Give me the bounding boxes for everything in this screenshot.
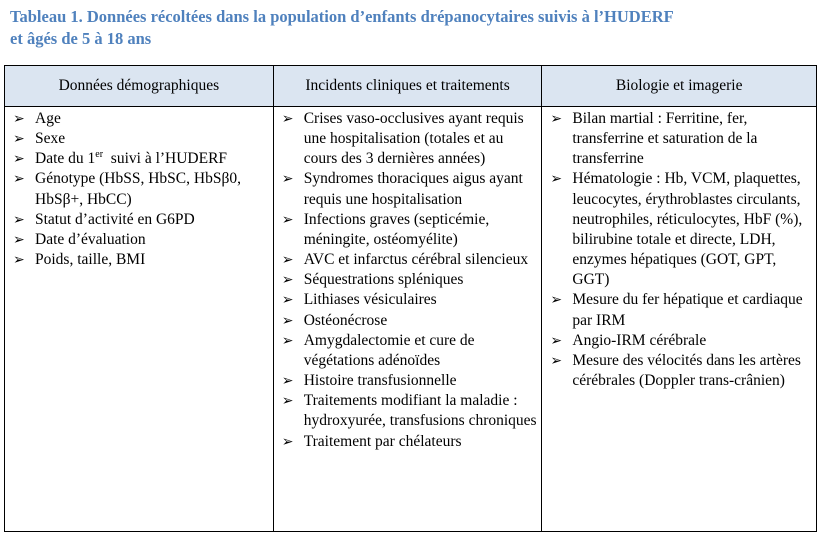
- list-item: ➢ Poids, taille, BMI: [5, 250, 273, 270]
- arrow-bullet-icon: ➢: [550, 171, 563, 188]
- header-biology: Biologie et imagerie: [542, 66, 817, 107]
- arrow-bullet-icon: ➢: [281, 373, 294, 390]
- arrow-bullet-icon: ➢: [281, 312, 294, 329]
- arrow-bullet-icon: ➢: [13, 231, 25, 248]
- arrow-bullet-icon: ➢: [13, 111, 25, 127]
- arrow-bullet-icon: ➢: [13, 171, 25, 188]
- caption-line-2: et âgés de 5 à 18 ans: [10, 29, 152, 48]
- clinical-list: [274, 109, 542, 452]
- demographics-list: [5, 109, 273, 270]
- arrow-bullet-icon: ➢: [281, 433, 294, 450]
- col-clinical: [273, 107, 542, 532]
- list-item: ➢ Statut d’activité en G6PD: [5, 210, 273, 230]
- arrow-bullet-icon: ➢: [281, 393, 294, 410]
- table-caption: [10, 6, 815, 50]
- list-item: ➢ Date du 1er suivi à l’HUDERF: [5, 149, 273, 169]
- list-item: ➢ Ostéonécrose: [274, 311, 542, 331]
- arrow-bullet-icon: ➢: [550, 111, 563, 127]
- list-item: ➢ AVC et infarctus cérébral silencieux: [274, 250, 542, 270]
- arrow-bullet-icon: ➢: [550, 352, 563, 369]
- header-demographics: Données démographiques: [5, 66, 274, 107]
- list-item: ➢ Infections graves (septicémie, méningite, ostéomyélite): [274, 210, 542, 250]
- list-item: ➢ Histoire transfusionnelle: [274, 371, 542, 391]
- col-demographics: [5, 107, 274, 532]
- arrow-bullet-icon: ➢: [13, 151, 25, 168]
- arrow-bullet-icon: ➢: [13, 252, 25, 269]
- arrow-bullet-icon: ➢: [281, 252, 294, 269]
- caption-line-1: Tableau 1. Données récoltées dans la population d’enfants drépanocytaires suivis à l’HUDERF: [10, 7, 674, 26]
- list-item: ➢ Date d’évaluation: [5, 230, 273, 250]
- list-item: ➢ Traitements modifiant la maladie : hydroxyurée, transfusions chroniques: [274, 391, 542, 431]
- arrow-bullet-icon: ➢: [13, 131, 25, 148]
- list-item: ➢ Syndromes thoraciques aigus ayant requis une hospitalisation: [274, 169, 542, 209]
- list-item: ➢ Mesure des vélocités dans les artères cérébrales (Doppler trans-crânien): [542, 351, 816, 391]
- list-item: ➢ Lithiases vésiculaires: [274, 290, 542, 310]
- list-item: ➢ Séquestrations spléniques: [274, 270, 542, 290]
- col-biology: [542, 107, 817, 532]
- list-item: ➢ Angio-IRM cérébrale: [542, 331, 816, 351]
- biology-list: [542, 109, 816, 391]
- arrow-bullet-icon: ➢: [550, 292, 563, 309]
- list-item: ➢ Age: [5, 109, 273, 129]
- arrow-bullet-icon: ➢: [281, 272, 294, 289]
- list-item: ➢ Hématologie : Hb, VCM, plaquettes, leucocytes, érythroblastes circulants, neutrophiles, réticulocytes, HbF (%), bilirubine totale et directe, LDH, enzymes hépatiques (GOT, GPT, GGT): [542, 169, 816, 290]
- list-item: ➢ Génotype (HbSS, HbSC, HbSβ0, HbSβ+, HbCC): [5, 169, 273, 209]
- header-row: [5, 66, 817, 107]
- header-clinical: Incidents cliniques et traitements: [273, 66, 542, 107]
- list-item: ➢ Crises vaso-occlusives ayant requis une hospitalisation (totales et au cours des 3 dernières années): [274, 109, 542, 169]
- arrow-bullet-icon: ➢: [281, 171, 294, 188]
- content-row: [5, 107, 817, 532]
- arrow-bullet-icon: ➢: [281, 292, 294, 309]
- list-item: ➢ Traitement par chélateurs: [274, 432, 542, 452]
- data-table: [4, 65, 817, 532]
- list-item: ➢ Amygdalectomie et cure de végétations adénoïdes: [274, 331, 542, 371]
- list-item: ➢ Bilan martial : Ferritine, fer, transferrine et saturation de la transferrine: [542, 109, 816, 169]
- list-item: ➢ Mesure du fer hépatique et cardiaque par IRM: [542, 290, 816, 330]
- arrow-bullet-icon: ➢: [281, 211, 294, 228]
- arrow-bullet-icon: ➢: [550, 332, 563, 349]
- arrow-bullet-icon: ➢: [13, 211, 25, 228]
- arrow-bullet-icon: ➢: [281, 111, 294, 127]
- list-item: ➢ Sexe: [5, 129, 273, 149]
- arrow-bullet-icon: ➢: [281, 332, 294, 349]
